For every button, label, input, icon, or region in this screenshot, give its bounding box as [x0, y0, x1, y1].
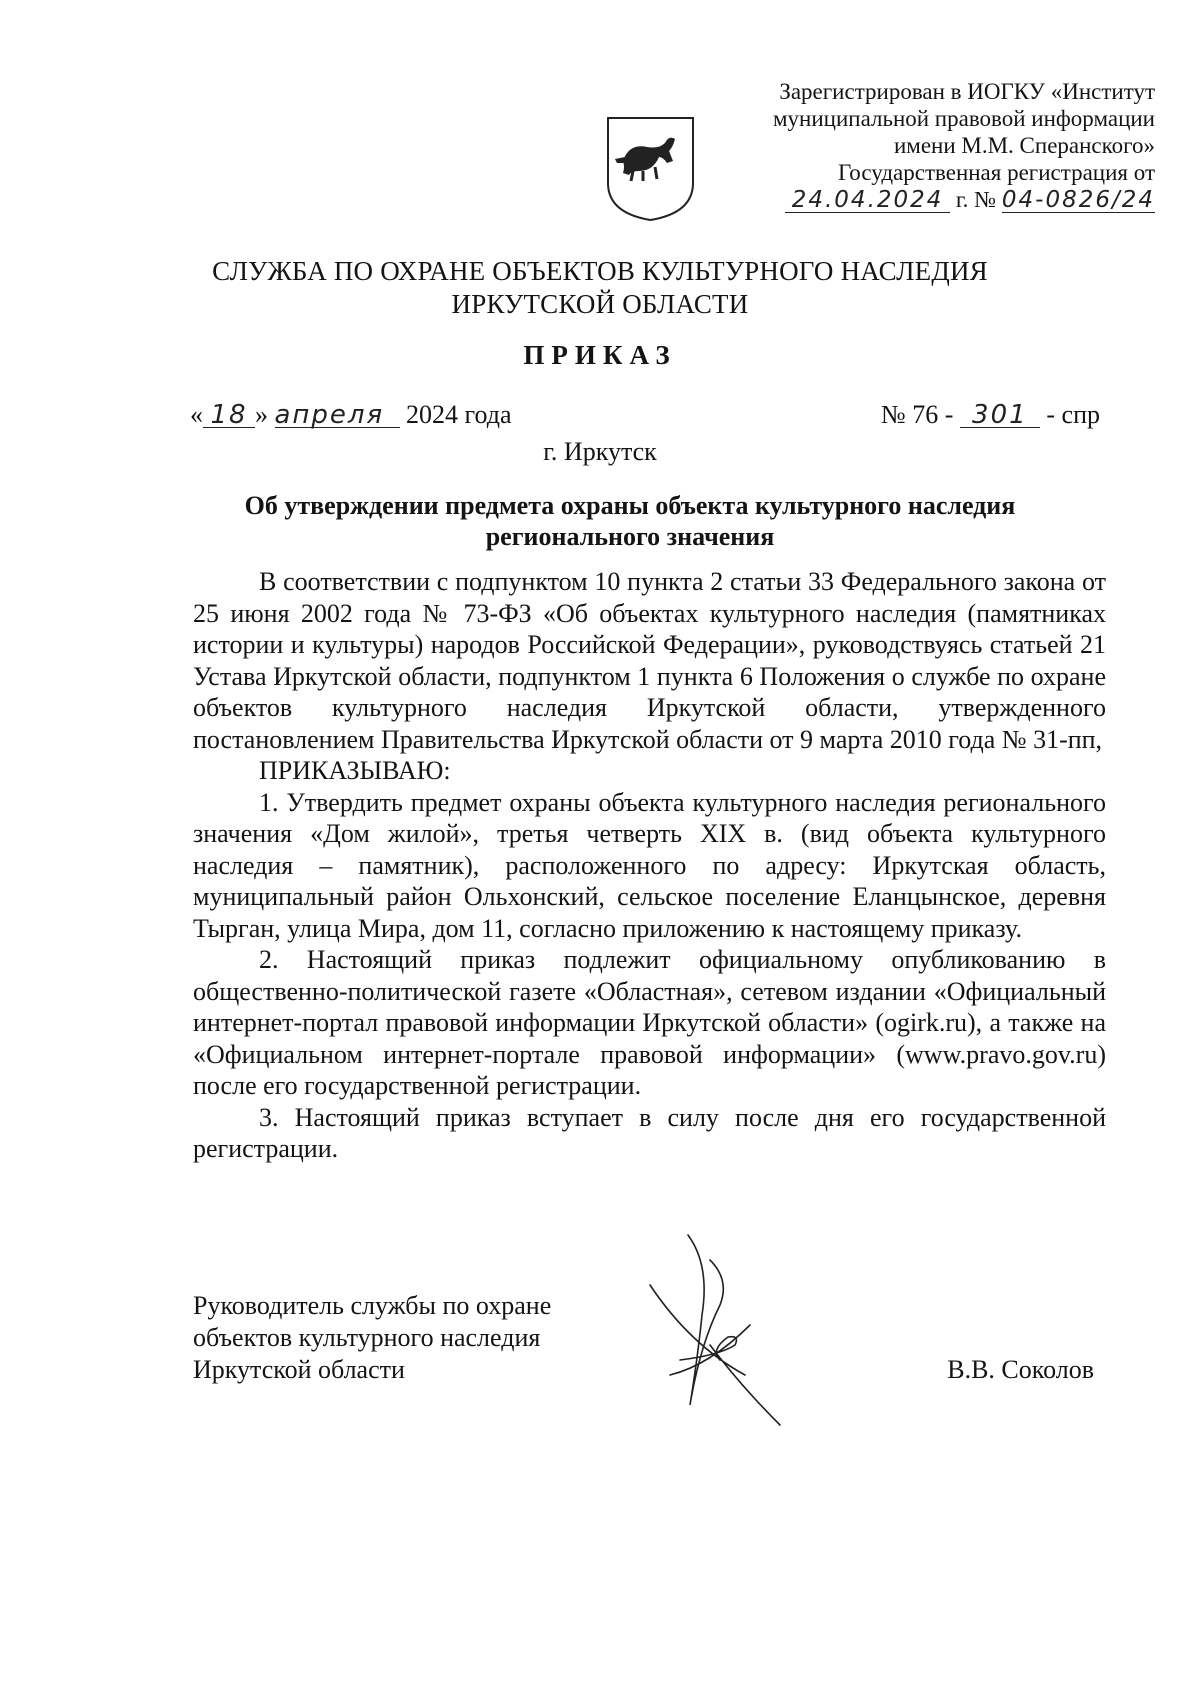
number-value: 301 [960, 403, 1040, 428]
order-item-1: 1. Утвердить предмет охраны объекта культурного наследия регионального значения «Дом жилой», третья четверть XIX в. (вид объекта культурного наследия – памятник), расположенного по адресу: Иркутская область, муниципальный район Ольхонский, сельское поселение Еланцынское, деревня Тырган, улица Мира, дом 11, согласно приложению к настоящему приказу. [193, 787, 1106, 943]
date-month: апреля [275, 403, 400, 428]
order-item-3: 3. Настоящий приказ вступает в силу после дня его государственной регистрации. [193, 1102, 1106, 1163]
handwritten-signature [640, 1225, 820, 1440]
registration-date: 24.04.2024 [785, 188, 950, 213]
signatory-title [193, 1290, 551, 1386]
subject-line-2: регионального значения [485, 522, 775, 551]
signatory-title-line-3: Иркутской области [193, 1355, 405, 1384]
coat-of-arms-icon [603, 113, 698, 223]
order-body [193, 566, 1106, 1165]
signatory-name: В.В. Соколов [947, 1355, 1094, 1384]
preamble-paragraph: В соответствии с подпунктом 10 пункта 2 статьи 33 Федерального закона от 25 июня 2002 года № 73-ФЗ «Об объектах культурного наследия (памятниках истории и культуры) народов Российской Федерации», руководствуясь статьей 21 Устава Иркутской области, подпунктом 1 пункта 6 Положения о службе по охране объектов культурного наследия Иркутской области, утвержденного постановлением Правительства Иркутской области от 9 марта 2010 года № 31-пп, [193, 567, 1106, 754]
registration-number: 04-0826/24 [1001, 187, 1155, 213]
registration-line-3: имени М.М. Сперанского» [893, 133, 1155, 158]
registration-line-4: Государственная регистрация от [838, 160, 1155, 185]
signatory-title-line-2: объектов культурного наследия [193, 1323, 541, 1352]
signatory-title-line-1: Руководитель службы по охране [193, 1291, 552, 1320]
date-open-quote: « [190, 400, 203, 429]
date-close-quote: » [255, 400, 268, 429]
city: г. Иркутск [543, 437, 657, 466]
subject-line-1: Об утверждении предмета охраны объекта культурного наследия [244, 491, 1016, 520]
date-year: 2024 года [406, 400, 512, 429]
registration-line-1: Зарегистрирован в ИОГКУ «Институт [779, 79, 1155, 104]
order-word: ПРИКАЗЫВАЮ: [259, 756, 451, 785]
number-prefix: № 76 - [880, 400, 954, 429]
registration-stamp [700, 78, 1155, 213]
organization-name-line-2: ИРКУТСКОЙ ОБЛАСТИ [451, 289, 749, 319]
registration-line-2: муниципальной правовой информации [772, 106, 1155, 131]
registration-number-prefix: г. № [955, 187, 997, 212]
organization-name-line-1: СЛУЖБА ПО ОХРАНЕ ОБЪЕКТОВ КУЛЬТУРНОГО НАСЛЕДИЯ [212, 256, 988, 286]
order-date [190, 400, 512, 430]
order-subject [180, 490, 1080, 552]
document-title: ПРИКАЗ [523, 340, 677, 370]
registration-number-line [700, 186, 1155, 213]
order-number [881, 400, 1100, 430]
date-day: 18 [203, 403, 255, 428]
order-item-2: 2. Настоящий приказ подлежит официальному опубликованию в общественно-политической газете «Областная», сетевом издании «Официальный интернет-портал правовой информации Иркутской области» (ogirk.ru), а также на «Официальном интернет-портале правовой информации» (www.pravo.gov.ru) после его государственной регистрации. [193, 945, 1106, 1100]
number-suffix: - спр [1046, 400, 1100, 429]
